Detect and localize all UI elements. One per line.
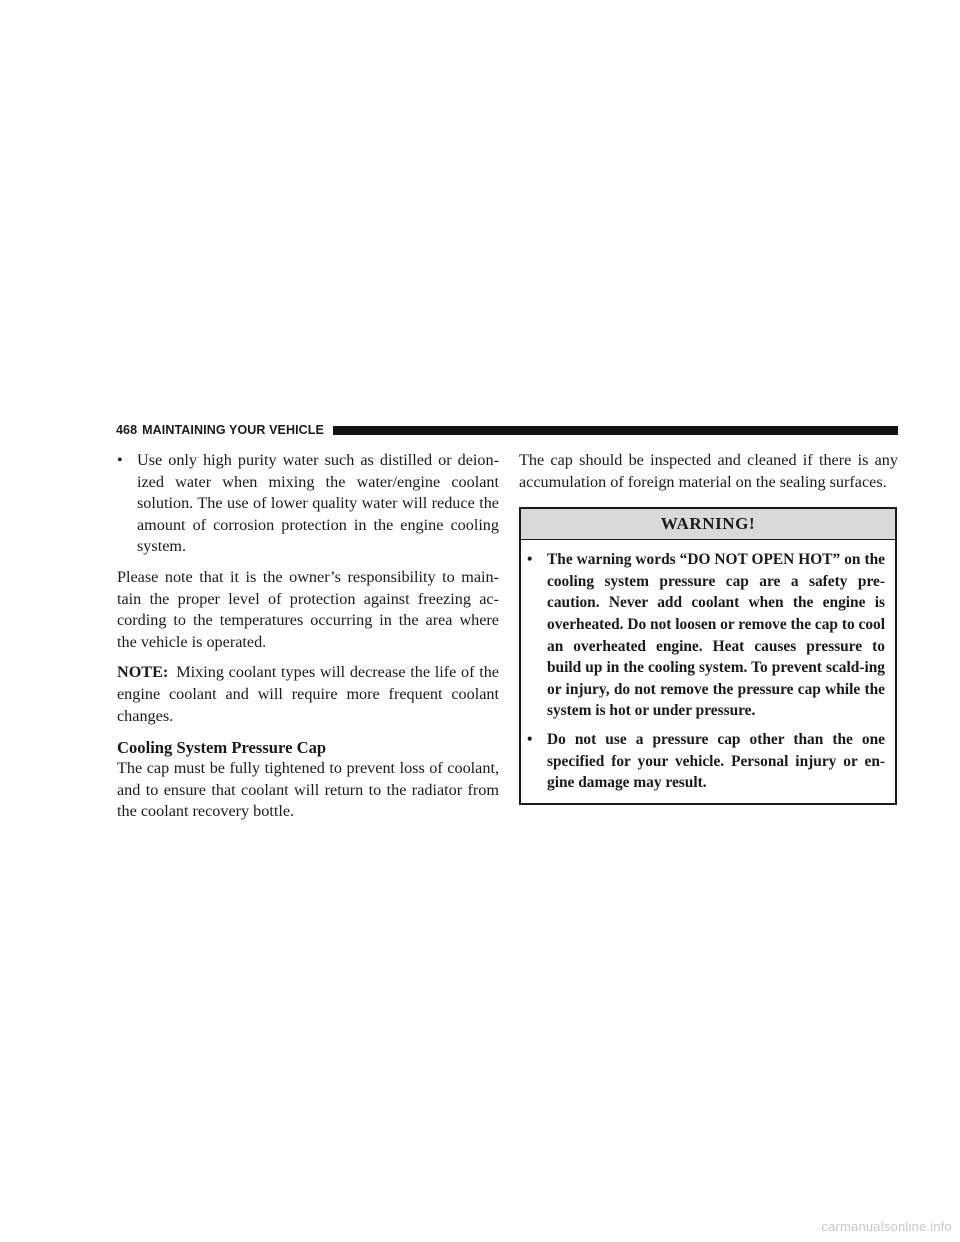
bullet-item-water [117, 450, 499, 558]
header-rule-bar [333, 426, 898, 435]
warning-bullet-cap-type [527, 729, 885, 794]
warning-bullet-text: Do not use a pressure cap other than the one specified for your vehicle. Personal injury or en-gine damage may result. [547, 730, 885, 792]
footer-watermark: carmanualsonline.info [821, 1219, 952, 1234]
section-title: MAINTAINING YOUR VEHICLE [142, 423, 324, 437]
bullet-icon: • [527, 551, 533, 569]
note-paragraph [117, 662, 499, 727]
page-header [116, 421, 898, 439]
warning-title: WARNING! [521, 509, 895, 540]
page-header-text [116, 423, 324, 437]
warning-bullet-text: The warning words “DO NOT OPEN HOT” on the cooling system pressure cap are a safety pre-caution. Never add coolant when the engine is overheated. Do not loosen or remove the cap to cool an overheated engine. Heat causes pressure to build up in the cooling system. To prevent scald-ing or injury, do not remove the pressure cap while the system is hot or under pressure. [547, 551, 885, 720]
warning-body [521, 540, 895, 803]
bullet-icon: • [527, 730, 533, 748]
right-column [519, 450, 898, 805]
warning-bullet-hot [527, 549, 885, 722]
note-label: NOTE: [117, 663, 169, 682]
page-number: 468 [116, 423, 138, 437]
section-heading-pressure-cap: Cooling System Pressure Cap [117, 738, 327, 758]
note-text: Mixing coolant types will decrease the life of the engine coolant and will require more frequent coolant changes. [117, 663, 499, 725]
left-column [117, 450, 499, 823]
paragraph-cap-tightened: The cap must be fully tightened to prevent loss of coolant, and to ensure that coolant will return to the radiator from the coolant recovery bottle. [117, 759, 499, 821]
paragraph-cap-inspection: The cap should be inspected and cleaned if there is any accumulation of foreign material on the sealing surfaces. [519, 451, 898, 491]
bullet-text: Use only high purity water such as distilled or deion-ized water when mixing the water/engine coolant solution. The use of lower quality water will reduce the amount of corrosion protection in the engine cooling system. [137, 451, 499, 556]
warning-box [519, 507, 897, 805]
bullet-icon: • [117, 451, 123, 469]
paragraph-owner-responsibility: Please note that it is the owner’s responsibility to main-tain the proper level of protection against freezing ac-cording to the temperatures occurring in the area where the vehicle is operated. [117, 567, 499, 651]
